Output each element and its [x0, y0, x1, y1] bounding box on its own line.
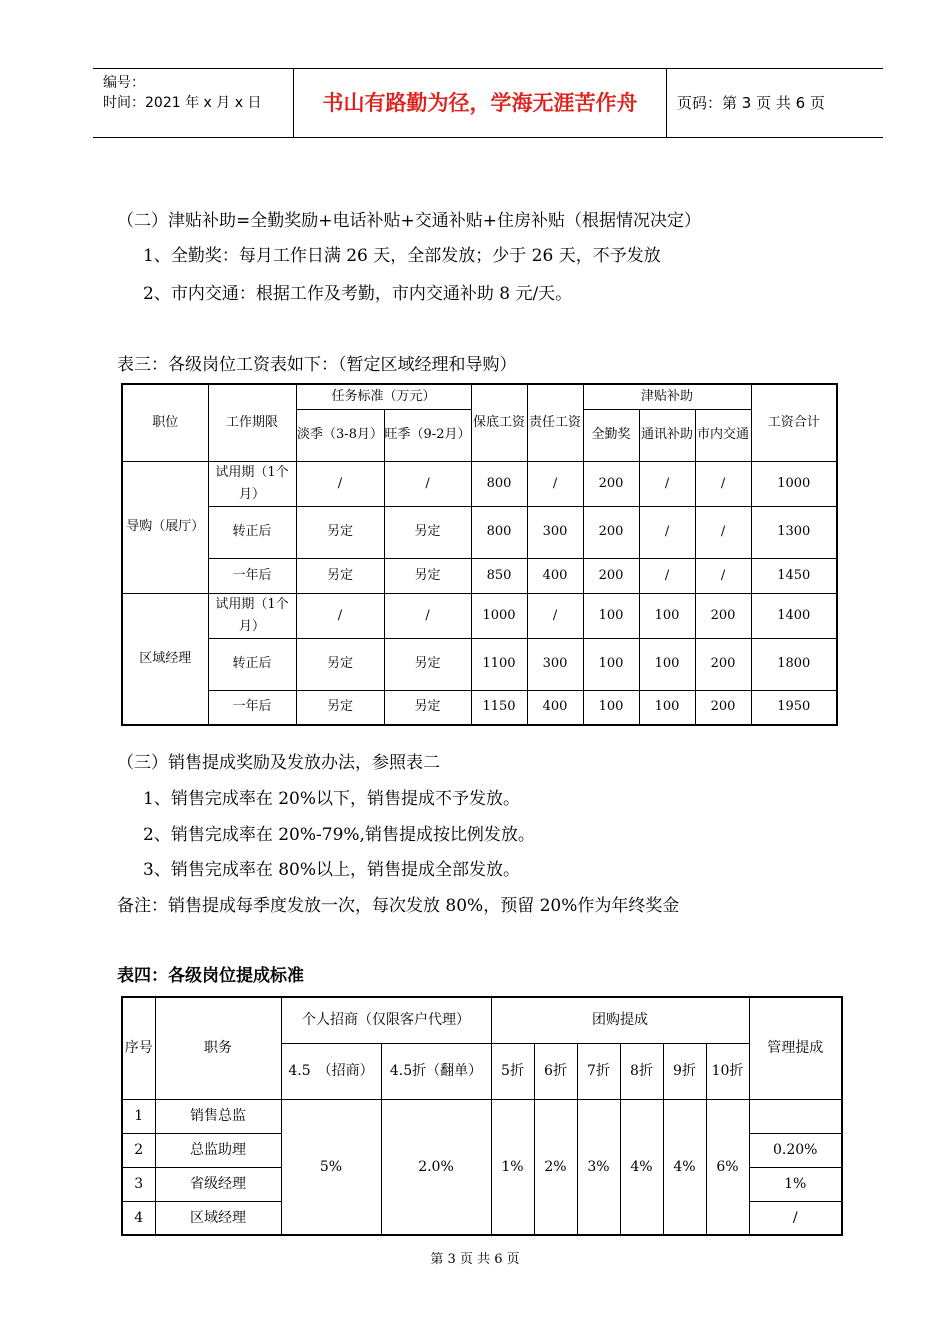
table-cell: 400	[527, 558, 583, 593]
th-attend: 全勤奖	[583, 409, 639, 461]
table-cell: /	[695, 558, 751, 593]
table-cell: 100	[583, 593, 639, 638]
seq-cell: 1	[122, 1099, 155, 1133]
table-cell: 200	[583, 506, 639, 558]
th-duty: 职务	[155, 997, 281, 1099]
table-cell: 200	[583, 461, 639, 506]
mgmt-cell: /	[749, 1201, 842, 1235]
th-task: 任务标准（万元）	[296, 384, 471, 409]
header-divider	[666, 69, 667, 137]
th-seq: 序号	[122, 997, 155, 1099]
table-cell: /	[639, 558, 695, 593]
section3-item2: 2、销售完成率在 20%-79%,销售提成按比例发放。	[143, 825, 535, 845]
table-cell: 一年后	[208, 558, 296, 593]
th-personal: 个人招商（仅限客户代理）	[281, 997, 491, 1043]
table-cell: 试用期（1个月）	[208, 593, 296, 638]
seq-cell: 3	[122, 1167, 155, 1201]
table-cell: 另定	[384, 558, 471, 593]
table-cell: /	[695, 461, 751, 506]
group-name: 区域经理	[122, 593, 208, 725]
th-d8: 8折	[620, 1043, 663, 1099]
duty-cell: 省级经理	[155, 1167, 281, 1201]
th-duty: 责任工资	[527, 384, 583, 461]
header-page-label: 页码：第 3 页 共 6 页	[677, 94, 825, 112]
salary-table	[121, 383, 838, 726]
section3-title: （三）销售提成奖励及发放办法，参照表二	[117, 753, 440, 773]
page-header	[93, 68, 883, 138]
table-cell: 100	[583, 638, 639, 690]
rate-cell: 6%	[706, 1099, 749, 1235]
duty-cell: 区域经理	[155, 1201, 281, 1235]
th-comm: 通讯补助	[639, 409, 695, 461]
th-p1: 4.5 （招商）	[281, 1043, 381, 1099]
table-cell: 100	[583, 690, 639, 725]
table-cell: 1450	[751, 558, 837, 593]
table-cell: /	[639, 461, 695, 506]
table-row	[122, 1099, 842, 1133]
table-row	[122, 506, 837, 558]
table-cell: /	[695, 506, 751, 558]
table-row	[122, 558, 837, 593]
th-high: 旺季（9-2月）	[384, 409, 471, 461]
group-name: 导购（展厅）	[122, 461, 208, 593]
rate-cell: 2.0%	[381, 1099, 491, 1235]
section2-item2: 2、市内交通：根据工作及考勤，市内交通补助 8 元/天。	[143, 284, 573, 304]
section3-note: 备注：销售提成每季度发放一次，每次发放 80%，预留 20%作为年终奖金	[117, 896, 680, 916]
rate-cell: 3%	[577, 1099, 620, 1235]
commission-table	[121, 996, 843, 1236]
header-motto: 书山有路勤为径，学海无涯苦作舟	[322, 91, 638, 115]
time-label: 时间：2021 年 x 月 x 日	[103, 95, 262, 111]
table-cell: 100	[639, 690, 695, 725]
page-footer: 第 3 页 共 6 页	[430, 1252, 520, 1267]
table-row	[122, 690, 837, 725]
table-cell: 800	[471, 506, 527, 558]
table-cell: 100	[639, 638, 695, 690]
table-row	[122, 593, 837, 638]
mgmt-cell	[749, 1099, 842, 1133]
th-total: 工资合计	[751, 384, 837, 461]
table-cell: 另定	[296, 690, 384, 725]
th-mgmt: 管理提成	[749, 997, 842, 1099]
header-meta	[103, 73, 293, 113]
th-d10: 10折	[706, 1043, 749, 1099]
th-d7: 7折	[577, 1043, 620, 1099]
table-cell: 850	[471, 558, 527, 593]
section3-item1: 1、销售完成率在 20%以下，销售提成不予发放。	[143, 789, 521, 809]
th-d6: 6折	[534, 1043, 577, 1099]
table-cell: 另定	[296, 506, 384, 558]
duty-cell: 总监助理	[155, 1133, 281, 1167]
th-transport: 市内交通	[695, 409, 751, 461]
number-label: 编号：	[103, 75, 145, 91]
table-cell: 200	[695, 690, 751, 725]
table-cell: 1300	[751, 506, 837, 558]
table-cell: 100	[639, 593, 695, 638]
seq-cell: 2	[122, 1133, 155, 1167]
th-d9: 9折	[663, 1043, 706, 1099]
table-cell: 200	[695, 593, 751, 638]
table-row	[122, 638, 837, 690]
table-cell: /	[296, 593, 384, 638]
table-cell: 另定	[296, 558, 384, 593]
th-low: 淡季（3-8月）	[296, 409, 384, 461]
table-cell: 另定	[296, 638, 384, 690]
table-row	[122, 461, 837, 506]
table-cell: /	[527, 461, 583, 506]
table-cell: 800	[471, 461, 527, 506]
table-cell: 200	[583, 558, 639, 593]
table-cell: 转正后	[208, 506, 296, 558]
table-cell: /	[384, 461, 471, 506]
table-cell: 1100	[471, 638, 527, 690]
table-cell: 另定	[384, 638, 471, 690]
table-cell: 1950	[751, 690, 837, 725]
rate-cell: 4%	[620, 1099, 663, 1235]
table-cell: /	[384, 593, 471, 638]
seq-cell: 4	[122, 1201, 155, 1235]
table-cell: 试用期（1个月）	[208, 461, 296, 506]
table-cell: 1800	[751, 638, 837, 690]
th-base: 保底工资	[471, 384, 527, 461]
th-position: 职位	[122, 384, 208, 461]
th-period: 工作期限	[208, 384, 296, 461]
th-group: 团购提成	[491, 997, 749, 1043]
rate-cell: 5%	[281, 1099, 381, 1235]
table4-caption: 表四：各级岗位提成标准	[117, 966, 304, 986]
mgmt-cell: 0.20%	[749, 1133, 842, 1167]
table-cell: /	[527, 593, 583, 638]
th-allowance: 津贴补助	[583, 384, 751, 409]
section2-item1: 1、全勤奖：每月工作日满 26 天，全部发放；少于 26 天，不予发放	[143, 246, 661, 266]
section2-title: （二）津贴补助=全勤奖励+电话补贴+交通补贴+住房补贴（根据情况决定）	[117, 211, 701, 231]
table-cell: 转正后	[208, 638, 296, 690]
table-cell: 1000	[751, 461, 837, 506]
rate-cell: 2%	[534, 1099, 577, 1235]
table-cell: 1150	[471, 690, 527, 725]
table-cell: 1400	[751, 593, 837, 638]
table-cell: 300	[527, 638, 583, 690]
mgmt-cell: 1%	[749, 1167, 842, 1201]
th-p2: 4.5折（翻单）	[381, 1043, 491, 1099]
rate-cell: 4%	[663, 1099, 706, 1235]
table-cell: 300	[527, 506, 583, 558]
table-cell: 400	[527, 690, 583, 725]
table-cell: 另定	[384, 506, 471, 558]
table3-caption: 表三：各级岗位工资表如下：（暂定区域经理和导购）	[117, 355, 517, 375]
duty-cell: 销售总监	[155, 1099, 281, 1133]
table-cell: 一年后	[208, 690, 296, 725]
table-cell: /	[296, 461, 384, 506]
rate-cell: 1%	[491, 1099, 534, 1235]
th-d5: 5折	[491, 1043, 534, 1099]
table-cell: /	[639, 506, 695, 558]
table-cell: 200	[695, 638, 751, 690]
table-cell: 另定	[384, 690, 471, 725]
table-cell: 1000	[471, 593, 527, 638]
section3-item3: 3、销售完成率在 80%以上，销售提成全部发放。	[143, 860, 521, 880]
